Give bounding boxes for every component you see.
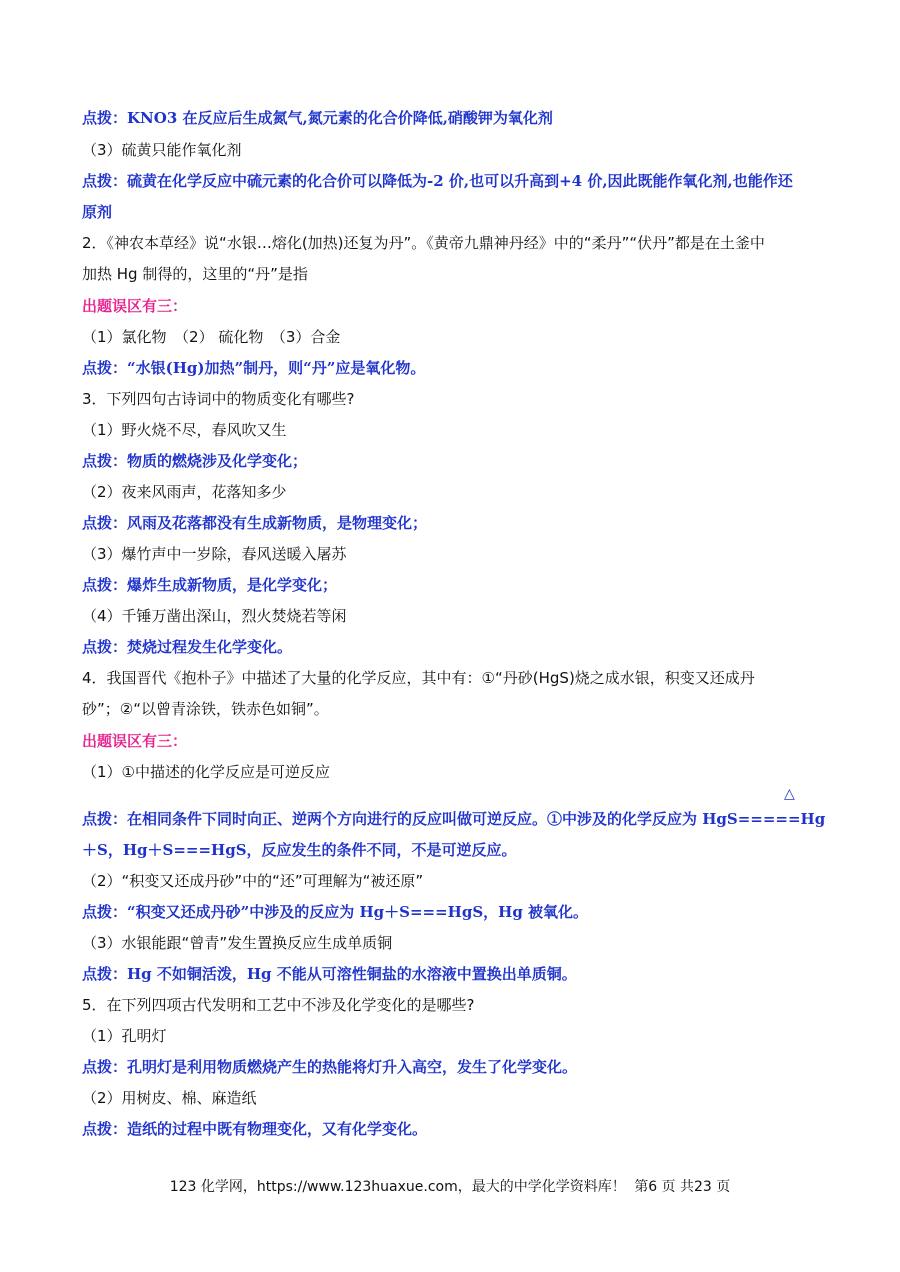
question-line: （3）爆竹声中一岁除，春风送暖入屠苏 — [82, 545, 347, 563]
question-line: 4．我国晋代《抱朴子》中描述了大量的化学反应，其中有：①“丹砂(HgS)烧之成水银，积变又还成丹 — [82, 669, 755, 687]
error-area-heading: 出题误区有三： — [82, 732, 188, 750]
hint-line: 点拨：孔明灯是利用物质燃烧产生的热能将灯升入高空，发生了化学变化。 — [82, 1058, 578, 1076]
question-line: （1）氯化物 （2） 硫化物 （3）合金 — [82, 328, 341, 346]
hint-line: 点拨：Hg 不如铜活泼，Hg 不能从可溶性铜盐的水溶液中置换出单质铜。 — [82, 965, 577, 983]
question-line: 5．在下列四项古代发明和工艺中不涉及化学变化的是哪些? — [82, 996, 475, 1014]
hint-line: 点拨：“水银(Hg)加热”制丹，则“丹”应是氧化物。 — [82, 359, 426, 377]
question-line: 3．下列四句古诗词中的物质变化有哪些? — [82, 390, 355, 408]
question-line: （3）硫黄只能作氧化剂 — [82, 141, 242, 159]
hint-line: 点拨：物质的燃烧涉及化学变化； — [82, 452, 308, 470]
question-line: 2．《神农本草经》说“水银…熔化(加热)还复为丹”。《黄帝九鼎神丹经》中的“柔丹”“伏丹”都是在土釜中 — [82, 234, 765, 252]
hint-line: 原剂 — [82, 203, 113, 221]
heating-condition-symbol: △ — [784, 786, 795, 802]
question-line: （2）“积变又还成丹砂”中的“还”可理解为“被还原” — [82, 872, 424, 890]
question-line: 砂”；②“以曾青涂铁，铁赤色如铜”。 — [82, 700, 329, 718]
question-line: （2）夜来风雨声，花落知多少 — [82, 483, 287, 501]
question-line: （4）千锤万凿出深山，烈火焚烧若等闲 — [82, 607, 347, 625]
hint-line: ＋S，Hg＋S===HgS，反应发生的条件不同，不是可逆反应。 — [82, 841, 517, 859]
page-footer — [0, 1178, 900, 1196]
hint-line: 点拨：爆炸生成新物质，是化学变化； — [82, 576, 338, 594]
footer-site-text: 123 化学网，https://www.123huaxue.com，最大的中学化学资料库！ — [169, 1179, 626, 1195]
question-line: （1）孔明灯 — [82, 1027, 167, 1045]
hint-line: 点拨：焚烧过程发生化学变化。 — [82, 638, 293, 656]
hint-line: 点拨：KNO3 在反应后生成氮气,氮元素的化合价降低,硝酸钾为氧化剂 — [82, 109, 553, 127]
hint-line: 点拨：在相同条件下同时向正、逆两个方向进行的反应叫做可逆反应。①中涉及的化学反应为 HgS=====Hg — [82, 810, 826, 828]
question-line: （1）①中描述的化学反应是可逆反应 — [82, 763, 330, 781]
question-line: （2）用树皮、棉、麻造纸 — [82, 1089, 257, 1107]
question-line: 加热 Hg 制得的，这里的“丹”是指 — [82, 265, 308, 283]
error-area-heading: 出题误区有三： — [82, 297, 188, 315]
hint-line: 点拨：风雨及花落都没有生成新物质，是物理变化； — [82, 514, 428, 532]
hint-line: 点拨：造纸的过程中既有物理变化，又有化学变化。 — [82, 1120, 428, 1138]
hint-line: 点拨：硫黄在化学反应中硫元素的化合价可以降低为-2 价,也可以升高到+4 价,因此既能作氧化剂,也能作还 — [82, 172, 793, 190]
question-line: （3）水银能跟“曾青”发生置换反应生成单质铜 — [82, 934, 393, 952]
footer-page-number: 第6 页 共23 页 — [634, 1179, 731, 1195]
question-line: （1）野火烧不尽，春风吹又生 — [82, 421, 287, 439]
hint-line: 点拨：“积变又还成丹砂”中涉及的反应为 Hg＋S===HgS，Hg 被氧化。 — [82, 903, 589, 921]
